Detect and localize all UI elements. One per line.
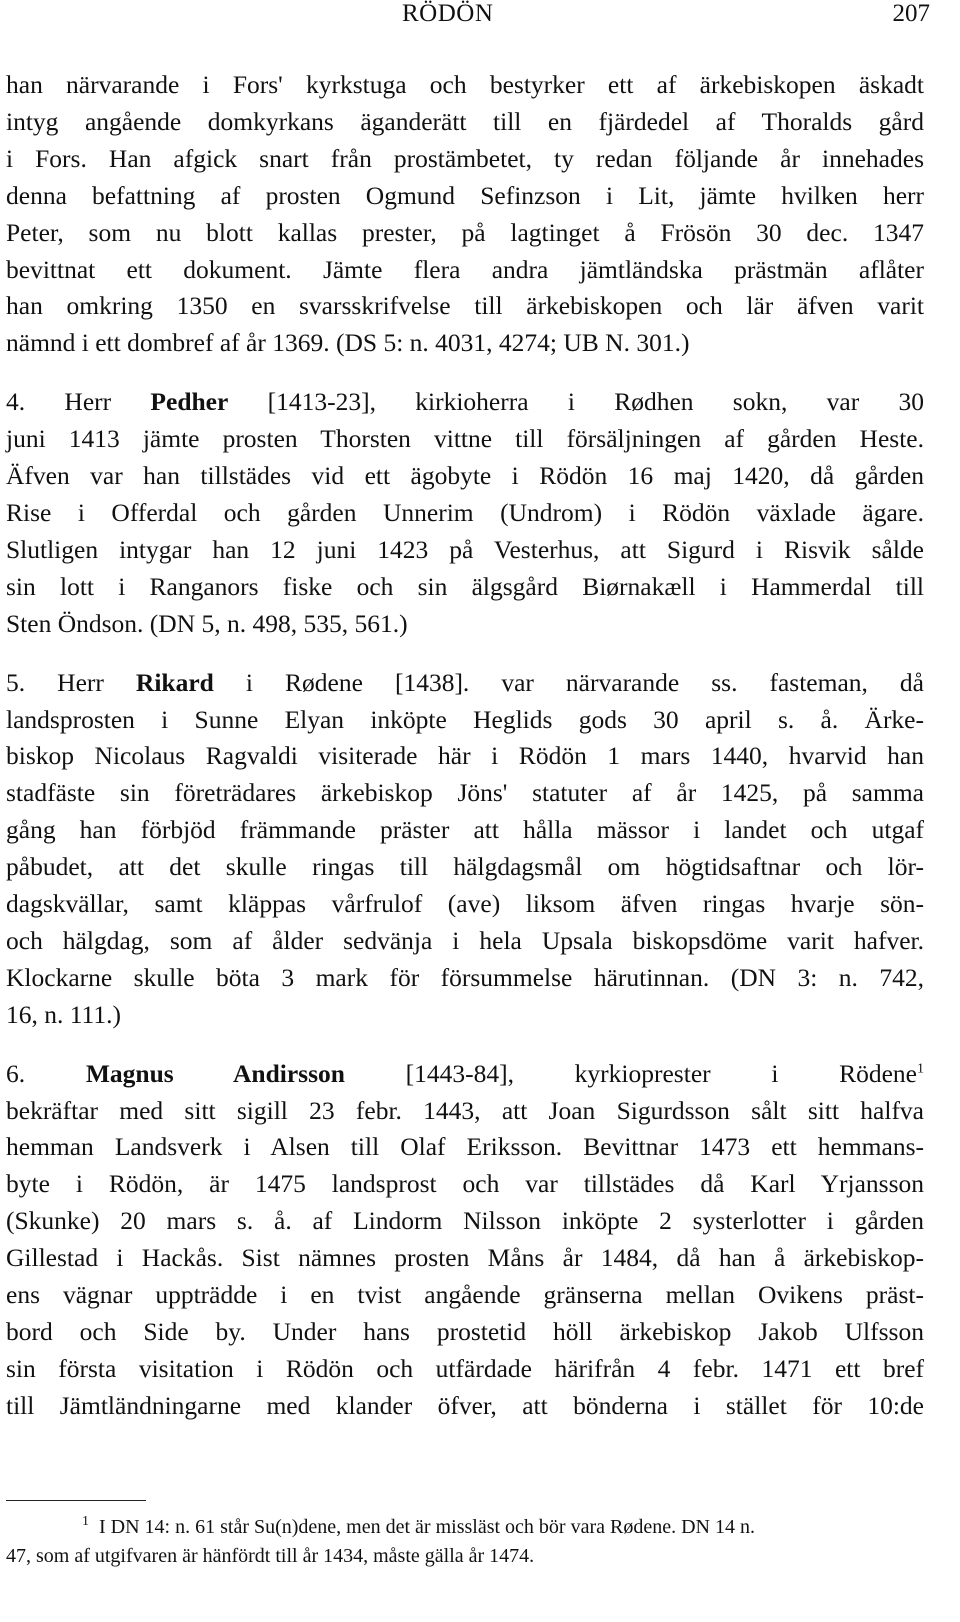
text-line: i Fors. Han afgick snart från prostämbetet, ty redan följande år innehades (6, 143, 924, 173)
entry-name: Pedher (150, 387, 229, 417)
entry-text: [1443-84], kyrkioprester i Rödene (344, 1058, 917, 1088)
footnote-divider (6, 1500, 146, 1501)
text-line: bord och Side by. Under hans prostetid höll ärkebiskop Jakob Ulfsson (6, 1317, 924, 1346)
text-line: han närvarande i Fors' kyrkstuga och bestyrker ett af ärkebiskopen äskadt (6, 70, 924, 99)
text-line: sin lott i Ranganors fiske och sin älgsgård Biørnakæll i Hammerdal till (6, 571, 924, 601)
text-line: Sten Öndson. (DN 5, n. 498, 535, 561.) (6, 608, 408, 638)
footnote-reference[interactable]: 1 (917, 1061, 924, 1077)
text-line: hemman Landsverk i Alsen till Olaf Eriksson. Bevittnar 1473 ett hemmans- (6, 1132, 924, 1162)
text-line: dagskvällar, samt kläppas vårfrulof (ave) liksom äfven ringas hvarje sön- (6, 889, 924, 919)
entry-number: 4. Herr (6, 387, 151, 417)
text-line: stadfäste sin företrädares ärkebiskop Jöns' statuter af år 1425, på samma (6, 778, 924, 808)
entry-number: 6. (6, 1058, 86, 1088)
text-line: Gillestad i Hackås. Sist nämnes prosten Måns år 1484, då han å ärkebiskop- (6, 1243, 924, 1273)
text-line: 16, n. 111.) (6, 999, 121, 1029)
entry-heading-line (6, 384, 924, 421)
text-line: gång han förbjöd främmande präster att hålla mässor i landet och utgaf (6, 815, 924, 845)
footnote-line: 47, som af utgifvaren är hänfördt till år 1434, måste gälla år 1474. (6, 1545, 535, 1567)
footnote-line (6, 1513, 924, 1542)
text-line: Peter, som nu blott kallas prester, på lagtinget å Frösön 30 dec. 1347 (6, 217, 924, 247)
entry-name: Magnus Andirsson (85, 1058, 345, 1088)
text-line: bevittnat ett dokument. Jämte flera andra jämtländska prästmän aflåter (6, 254, 924, 284)
entry-text: i Rødene [1438]. var närvarande ss. fasteman, då (213, 667, 925, 697)
text-line: juni 1413 jämte prosten Thorsten vittne till försäljningen af gården Heste. (6, 424, 924, 454)
text-line: bekräftar med sitt sigill 23 febr. 1443, att Joan Sigurdsson sålt sitt halfva (6, 1095, 924, 1125)
text-line: han omkring 1350 en svarsskrifvelse till ärkebiskopen och lär äfven varit (6, 291, 924, 321)
entry-text: [1413-23], kirkioherra i Rødhen sokn, var 30 (228, 387, 924, 417)
text-line: byte i Rödön, är 1475 landsprost och var tillstädes då Karl Yrjansson (6, 1169, 924, 1199)
entry-6 (6, 1056, 924, 1425)
footnote-mark: 1 (82, 1514, 89, 1530)
text-line: nämnd i ett dombref af år 1369. (DS 5: n. 4031, 4274; UB N. 301.) (6, 328, 690, 358)
text-line: Rise i Offerdal och gården Unnerim (Undrom) i Rödön växlade ägare. (6, 497, 924, 527)
entry-4 (6, 384, 924, 642)
text-line: biskop Nicolaus Ragvaldi visiterade här i Rödön 1 mars 1440, hvarvid han (6, 741, 924, 771)
text-line: ens vägnar uppträdde i en tvist angående gränserna mellan Ovikens präst- (6, 1280, 924, 1310)
entry-heading-line (6, 1056, 924, 1093)
text-line: och hälgdag, som af ålder sedvänja i hela Upsala biskopsdöme varit hafver. (6, 925, 924, 955)
text-line: Äfven var han tillstädes vid ett ägobyte i Rödön 16 maj 1420, då gården (6, 461, 924, 491)
text-line: Slutligen intygar han 12 juni 1423 på Vesterhus, att Sigurd i Risvik sålde (6, 534, 924, 564)
entry-name: Rikard (135, 667, 214, 697)
text-line: påbudet, att det skulle ringas till hälgdagsmål om högtidsaftnar och lör- (6, 852, 924, 882)
entry-heading-line (6, 665, 924, 702)
text-line: (Skunke) 20 mars s. å. af Lindorm Nilsson inköpte 2 systerlotter i gården (6, 1206, 924, 1236)
text-line: intyg angående domkyrkans äganderätt till en fjärdedel af Thoralds gård (6, 106, 924, 136)
paragraph-1 (6, 67, 924, 362)
entry-5 (6, 665, 924, 1034)
page-number: 207 (892, 0, 930, 27)
footnote-text: I DN 14: n. 61 står Su(n)dene, men det är missläst och bör vara Rødene. DN 14 n. (99, 1516, 755, 1538)
text-line: denna befattning af prosten Ogmund Sefinzson i Lit, jämte hvilken herr (6, 180, 924, 210)
text-line: Klockarne skulle böta 3 mark för försummelse härutinnan. (DN 3: n. 742, (6, 962, 924, 992)
body-text (6, 67, 924, 1425)
text-line: sin första visitation i Rödön och utfärdade härifrån 4 febr. 1471 ett bref (6, 1353, 924, 1383)
text-line: till Jämtländningarne med klander öfver, att bönderna i stället för 10:de (6, 1390, 924, 1420)
entry-number: 5. Herr (6, 667, 136, 697)
page-header (0, 0, 930, 40)
footnote (6, 1513, 924, 1571)
text-line: landsprosten i Sunne Elyan inköpte Heglids gods 30 april s. å. Ärke- (6, 704, 924, 734)
running-head: RÖDÖN (402, 0, 494, 27)
